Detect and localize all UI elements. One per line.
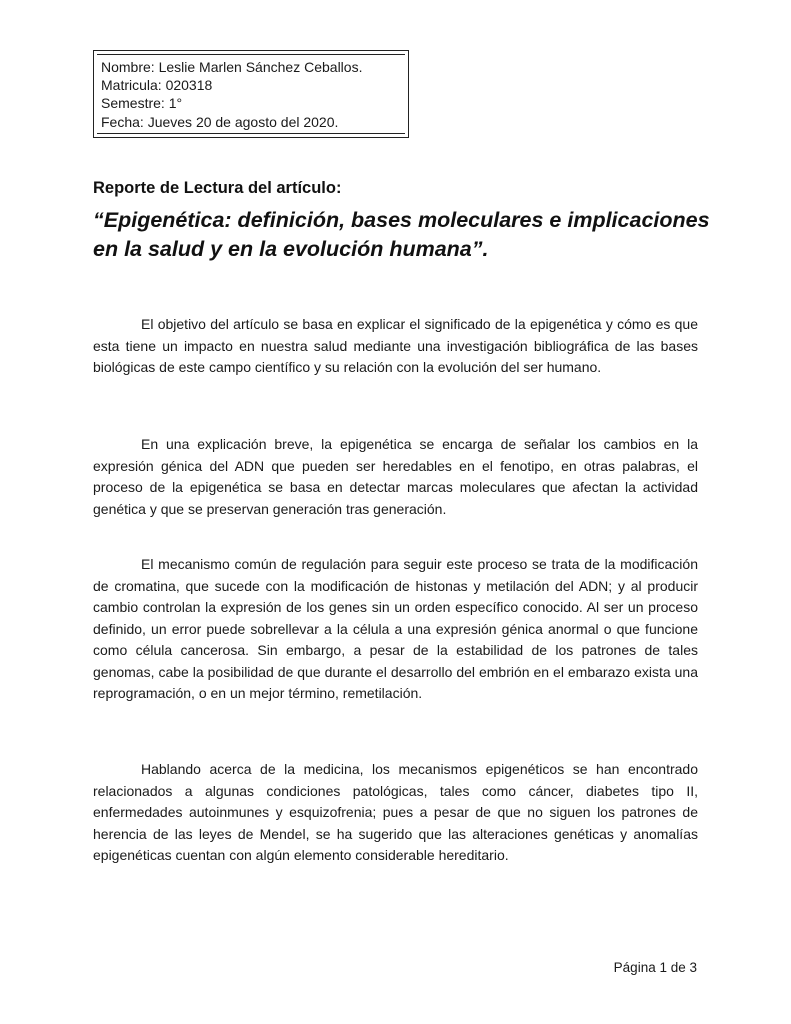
student-info-box [93, 50, 409, 138]
paragraph-mechanism: El mecanismo común de regulación para seguir este proceso se trata de la modificación de cromatina, que sucede con la modificación de histonas y metilación del ADN; y al producir cambio controlan la expresión de los genes sin un orden específico conocido. Al ser un proceso definido, un error puede sobrellevar a la célula a una expresión génica anormal o que funcione como célula cancerosa. Sin embargo, a pesar de la estabilidad de los patrones de tales genomas, cabe la posibilidad de que durante el desarrollo del embrión en el embarazo exista una reprogramación, o en un mejor término, remetilación. [93, 556, 698, 701]
page-number: Página 1 de 3 [613, 960, 697, 975]
student-name: Nombre: Leslie Marlen Sánchez Ceballos. [101, 59, 363, 75]
report-heading: Reporte de Lectura del artículo: [93, 179, 342, 197]
paragraph-medicine: Hablando acerca de la medicina, los mecanismos epigenéticos se han encontrado relacionados a algunas condiciones patológicas, tales como cáncer, diabetes tipo II, enfermedades autoinmunes y esquizofrenia; pues a pesar de que no siguen los patrones de herencia de las leyes de Mendel, se ha sugerido que las alteraciones genéticas y anomalías epigenéticas cuentan con algún elemento considerable hereditario. [93, 761, 698, 863]
report-date: Fecha: Jueves 20 de agosto del 2020. [101, 114, 339, 130]
paragraph-definition: En una explicación breve, la epigenética se encarga de señalar los cambios en la expresión génica del ADN que pueden ser heredables en el fenotipo, en otras palabras, el proceso de la epigenética se basa en detectar marcas moleculares que afectan la actividad genética y que se preservan generación tras generación. [93, 436, 698, 517]
article-title: “Epigenética: definición, bases moleculares e implicaciones en la salud y en la evolución humana”. [93, 208, 710, 261]
student-semestre: Semestre: 1° [101, 95, 183, 111]
student-matricula: Matricula: 020318 [101, 77, 213, 93]
paragraph-objective: El objetivo del artículo se basa en explicar el significado de la epigenética y cómo es que esta tiene un impacto en nuestra salud mediante una investigación bibliográfica de las bases biológicas de este campo científico y su relación con la evolución del ser humano. [93, 316, 698, 375]
